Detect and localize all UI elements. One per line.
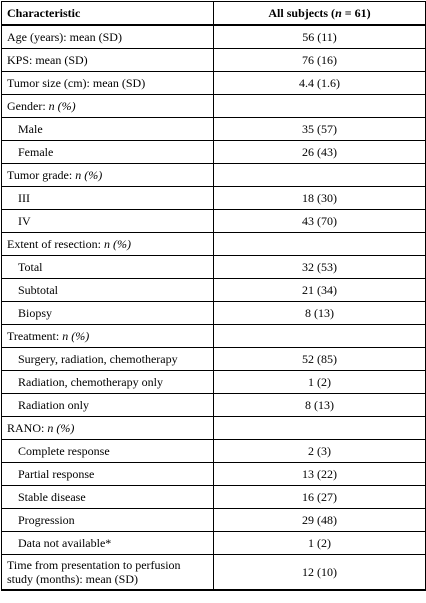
row-label: Biopsy: [2, 302, 214, 325]
section-label: [2, 325, 214, 348]
row-label: IV: [2, 210, 214, 233]
row-label: Male: [2, 118, 214, 141]
row-label: Total: [2, 256, 214, 279]
row-value: 35 (57): [214, 118, 426, 141]
table-row-time-to-perfusion: [2, 555, 426, 591]
row-label: Data not available*: [2, 532, 214, 555]
row-label: KPS: mean (SD): [2, 49, 214, 72]
table-row-kps: [2, 49, 426, 72]
row-label: Partial response: [2, 463, 214, 486]
row-label: Progression: [2, 509, 214, 532]
header-row: [2, 2, 426, 26]
table-row-subtotal: [2, 279, 426, 302]
section-row-tumor-grade: [2, 164, 426, 187]
table-row-radiation-only: [2, 394, 426, 417]
row-label: Radiation, chemotherapy only: [2, 371, 214, 394]
row-value: 32 (53): [214, 256, 426, 279]
row-value: 2 (3): [214, 440, 426, 463]
row-value: 26 (43): [214, 141, 426, 164]
row-value: [214, 233, 426, 256]
row-value: 43 (70): [214, 210, 426, 233]
section-label-text: Treatment:: [7, 329, 63, 343]
all-subjects-header-suffix: = 61): [341, 6, 371, 20]
row-value: [214, 95, 426, 118]
all-subjects-header: [214, 2, 426, 26]
section-label: [2, 95, 214, 118]
table-row-biopsy: [2, 302, 426, 325]
row-label: Female: [2, 141, 214, 164]
row-value: 16 (27): [214, 486, 426, 509]
table-row-male: [2, 118, 426, 141]
table-row-grade-iii: [2, 187, 426, 210]
section-label: [2, 164, 214, 187]
row-label: Tumor size (cm): mean (SD): [2, 72, 214, 95]
table-row-tumor-size: [2, 72, 426, 95]
table-row-partial-response: [2, 463, 426, 486]
row-value: 56 (11): [214, 25, 426, 49]
row-value: 1 (2): [214, 532, 426, 555]
row-value: [214, 417, 426, 440]
row-value: 76 (16): [214, 49, 426, 72]
table-row-radiation-chemo-only: [2, 371, 426, 394]
row-value: 13 (22): [214, 463, 426, 486]
section-label-text: Gender:: [7, 99, 49, 113]
table-row-grade-iv: [2, 210, 426, 233]
section-label: [2, 417, 214, 440]
row-label: III: [2, 187, 214, 210]
table-row-progression: [2, 509, 426, 532]
section-label-unit: n (%): [48, 99, 76, 113]
section-label-unit: n (%): [103, 237, 131, 251]
table-row-stable-disease: [2, 486, 426, 509]
row-value: 8 (13): [214, 302, 426, 325]
section-row-treatment: [2, 325, 426, 348]
row-value: [214, 325, 426, 348]
row-label: Subtotal: [2, 279, 214, 302]
row-label: Time from presentation to perfusion study (months): mean (SD): [2, 555, 214, 591]
row-label: Radiation only: [2, 394, 214, 417]
characteristic-header: Characteristic: [2, 2, 214, 26]
section-label-text: Tumor grade:: [7, 168, 76, 182]
row-label: Stable disease: [2, 486, 214, 509]
row-value: 1 (2): [214, 371, 426, 394]
table-row-total: [2, 256, 426, 279]
row-value: 8 (13): [214, 394, 426, 417]
row-value: 18 (30): [214, 187, 426, 210]
section-row-rano: [2, 417, 426, 440]
section-label-unit: n (%): [62, 329, 90, 343]
section-row-resection: [2, 233, 426, 256]
n-symbol: n: [335, 6, 342, 20]
row-value: [214, 164, 426, 187]
table-row-surgery-radiation-chemo: [2, 348, 426, 371]
characteristics-table: [1, 1, 426, 591]
section-label-unit: n (%): [47, 421, 75, 435]
section-label: [2, 233, 214, 256]
table-row-female: [2, 141, 426, 164]
row-value: 29 (48): [214, 509, 426, 532]
row-label: Complete response: [2, 440, 214, 463]
table-row-data-not-available: [2, 532, 426, 555]
table-row-age: [2, 25, 426, 49]
row-value: 52 (85): [214, 348, 426, 371]
section-label-text: Extent of resection:: [7, 237, 104, 251]
table-row-complete-response: [2, 440, 426, 463]
row-label: Age (years): mean (SD): [2, 25, 214, 49]
all-subjects-header-prefix: All subjects (: [268, 6, 336, 20]
section-label-text: RANO:: [7, 421, 48, 435]
row-value: 4.4 (1.6): [214, 72, 426, 95]
row-value: 21 (34): [214, 279, 426, 302]
row-value: 12 (10): [214, 555, 426, 591]
section-row-gender: [2, 95, 426, 118]
section-label-unit: n (%): [75, 168, 103, 182]
row-label: Surgery, radiation, chemotherapy: [2, 348, 214, 371]
